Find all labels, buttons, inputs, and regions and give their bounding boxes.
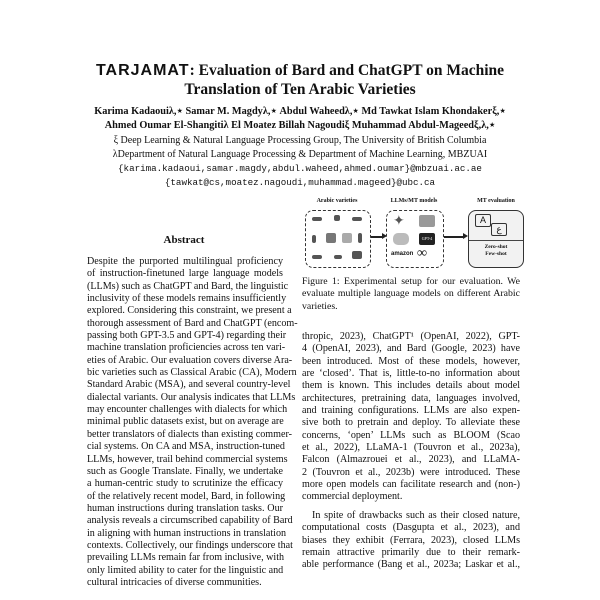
- figure-1: [302, 198, 520, 268]
- text-line: them is known. This includes details about model: [302, 380, 520, 392]
- text-line: prevailing LLMs remain far from inclusive, with: [87, 552, 285, 564]
- text-line: inclusivity of these models remains insufficiently: [87, 293, 287, 305]
- text-line: in aligning with human instructions in translation: [87, 527, 287, 539]
- text-line: 4 (OpenAI, 2023), and Bard (Google, 2023) have: [302, 343, 520, 355]
- text-line: Standard Arabic (MSA), and several country-level: [87, 379, 291, 391]
- text-line: contexts. Collectively, our findings underscore that: [87, 539, 293, 551]
- text-line: commercial deployment.: [302, 491, 403, 503]
- text-line: LLMs, however, trail behind commercial systems: [87, 453, 288, 465]
- text-line: sive both to pretrain and deploy. To alleviate these: [302, 417, 520, 429]
- text-line: Figure 1: Experimental setup for our evaluation. We: [302, 276, 520, 287]
- figure-label-models: LLMs/MT models: [390, 198, 438, 204]
- text-line: evaluate multiple language models on different Arabic: [302, 288, 520, 300]
- text-line: a human-centric study to scrutinize the efficacy: [87, 478, 283, 490]
- text-line: machine translation proficiencies across ten vari-: [87, 342, 286, 354]
- text-line: and training configurations. LLMs are also expen-: [302, 405, 520, 417]
- mt-evaluation-panel: [468, 210, 524, 268]
- text-line: computational costs (Dasgupta et al., 2023), and: [302, 522, 520, 534]
- amazon-logo: amazon: [391, 251, 414, 257]
- text-line: passing both GPT-3.5 and GPT-4) regarding their: [87, 330, 287, 342]
- text-line: of instruction-finetuned large language models: [87, 268, 283, 280]
- speech-bubble-icon: A: [475, 214, 491, 227]
- text-line: only limited ability to cater for the linguistic and: [87, 564, 284, 576]
- text-line: been introduced. Most of these models, however,: [302, 355, 520, 367]
- text-line: varieties.: [302, 300, 338, 312]
- arrow-icon: [371, 236, 383, 238]
- models-panel: ✦ GPT-4 amazon ∞: [386, 210, 444, 268]
- arrow-icon: [444, 236, 464, 238]
- text-line: better translators of dialects than existing commer-: [87, 428, 292, 440]
- abstract-text: [87, 256, 298, 589]
- text-line: biases they exhibit (Ferrara, 2023), closed LLMs: [302, 534, 520, 546]
- text-line: analysis reveals a circumscribed capability of Bard: [87, 515, 293, 527]
- figure-label-arabic-varieties: Arabic varieties: [316, 198, 358, 204]
- text-line: 2 (Touvron et al., 2023b) were introduced. These: [302, 466, 520, 478]
- text-line: cial systems. On CA and MSA, instruction-tuned: [87, 441, 285, 453]
- figure-caption: [302, 276, 520, 313]
- figure-label-mt-evaluation: MT evaluation: [477, 198, 515, 204]
- text-line: Falcon (Almazrouei et al., 2023), and LLaMA-: [302, 454, 520, 466]
- abstract-heading: Abstract: [163, 234, 205, 246]
- text-line: may encounter challenges with dialects for which: [87, 404, 288, 416]
- zero-shot-label: Zero-shot: [484, 244, 508, 250]
- affiliation-mbzuai: λDepartment of Natural Language Processing & Department of Machine Learning, MBZUAI: [112, 149, 488, 160]
- text-line: more open models can facilitate research and (non-): [302, 479, 520, 491]
- affiliation-ubc: ξ Deep Learning & Natural Language Processing Group, The University of British Columbia: [113, 135, 487, 146]
- text-line: thropic, 2023), ChatGPT¹ (OpenAI, 2022), GPT-: [302, 331, 520, 342]
- intro-text: [302, 331, 520, 572]
- gpt4-logo: GPT-4: [419, 233, 435, 245]
- text-line: cultural intricacies of diverse communities.: [87, 576, 262, 588]
- text-line: et al., 2022), LLaMA-1 (Touvron et al., 2023a),: [302, 442, 520, 454]
- text-line: remain attractive primarily due to their remark-: [302, 546, 520, 558]
- text-line: of the relatively recent model, Bard, in following: [87, 490, 286, 502]
- title-line-2: Translation of Ten Arabic Varieties: [184, 81, 416, 98]
- text-line: human instructions during translation tasks. Our: [87, 502, 283, 514]
- speech-bubble-icon: ع: [491, 223, 507, 236]
- paper-title: [0, 62, 600, 80]
- text-line: able performance (Bang et al., 2023a; Laskar et al.,: [302, 559, 520, 571]
- text-line: dialectal variants. Our analysis indicates that LLMs: [87, 391, 296, 403]
- title-line-1: : Evaluation of Bard and ChatGPT on Machine: [189, 62, 505, 79]
- text-line: minimal public datasets exist, but on average are: [87, 416, 284, 428]
- text-line: explored. Considering this constraint, we present a: [87, 305, 292, 317]
- text-line: bic varieties such as Classical Arabic (CA), Modern: [87, 367, 297, 379]
- text-line: eties of Arabic. Our evaluation covers diverse Ara-: [87, 354, 293, 366]
- text-line: thorough assessment of Bard and ChatGPT (encom-: [87, 317, 298, 329]
- authors-line-2: Ahmed Oumar El-Shangitiλ El Moatez Billah Nagoudiξ Muhammad Abdul-Mageedξ,λ,⋆: [104, 120, 496, 131]
- arabic-varieties-panel: [305, 210, 371, 268]
- emails-ubc: {tawkat@cs,moatez.nagoudi,muhammad.mageed}@ubc.ca: [164, 177, 436, 188]
- text-line: Despite the purported multilingual proficiency: [87, 256, 283, 267]
- few-shot-label: Few-shot: [485, 251, 507, 257]
- text-line: concerns, ‘open’ LLMs such as BLOOM (Scao: [302, 429, 520, 441]
- text-line: such as Google Translate. Finally, we undertake: [87, 465, 283, 477]
- text-line: In spite of drawbacks such as their closed nature,: [312, 509, 520, 521]
- tarjamat-logo: TARJAMAT: [95, 62, 190, 79]
- text-line: are ‘closed’. That is, little-to-no information about: [302, 368, 520, 380]
- emails-mbzuai: {karima.kadaoui,samar.magdy,abdul.waheed,ahmed.oumar}@mbzuai.ac.ae: [118, 163, 482, 174]
- text-line: (LLMs) such as ChatGPT and Bard, the linguistic: [87, 280, 289, 292]
- meta-logo-icon: ∞: [417, 246, 427, 261]
- authors-line-1: Karima Kadaouiλ,⋆ Samar M. Magdyλ,⋆ Abdul Waheedλ,⋆ Md Tawkat Islam Khondakerξ,⋆: [94, 106, 506, 117]
- text-line: architectures, pretraining data, languages involved,: [302, 392, 520, 404]
